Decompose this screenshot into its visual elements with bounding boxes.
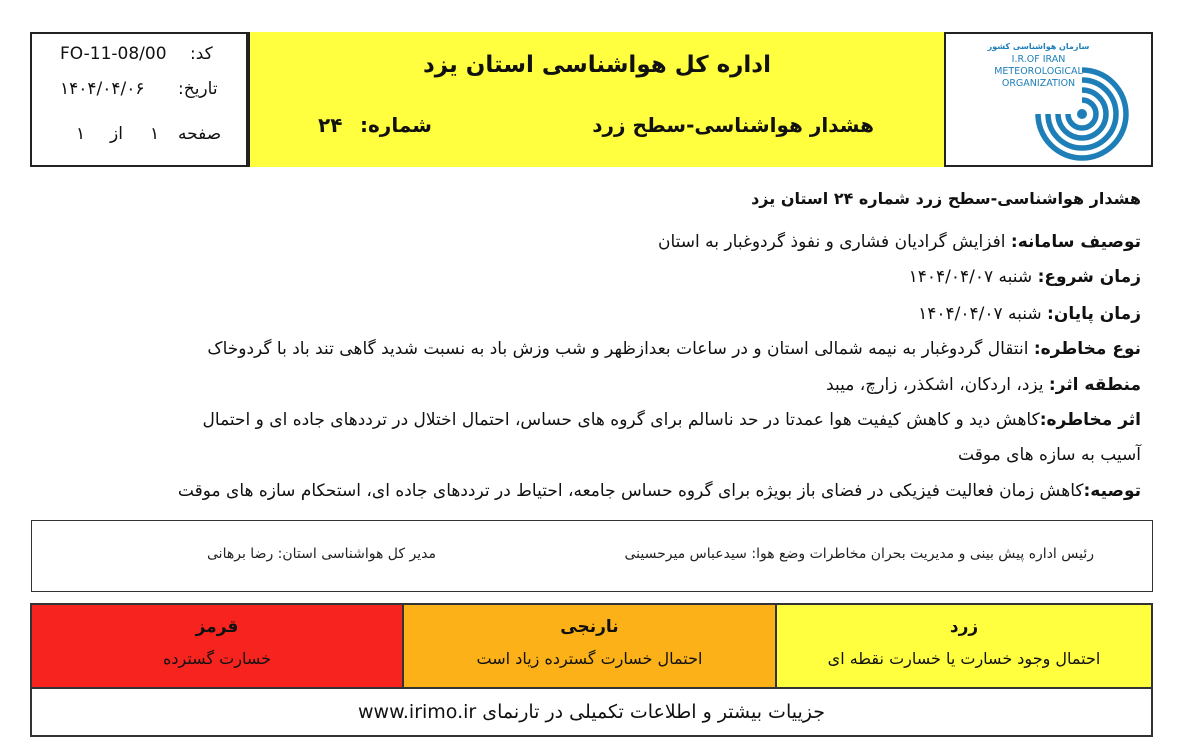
effect-value-line1: کاهش دید و کاهش کیفیت هوا عمدتا در حد ناسالم برای گروه های حساس، احتمال اختلال در ترددهای جاده ای و احتمال xyxy=(202,410,1040,430)
organization-logo xyxy=(946,32,1153,167)
logo-line-3: ORGANIZATION xyxy=(1001,78,1076,89)
hazard-value: انتقال گردوغبار به نیمه شمالی استان و در ساعات بعدازظهر و شب وزش باد به نسبت شدید گاهی تند باد با گردوخاک xyxy=(207,339,1029,359)
area-value: یزد، اردکان، اشکذر، زارچ، میبد xyxy=(826,375,1044,395)
director-signature xyxy=(207,546,436,562)
warning-heading: هشدار هواشناسی-سطح زرد شماره ۲۴ استان یزد xyxy=(751,189,1141,208)
effect-value-line2: آسیب به سازه های موقت xyxy=(958,445,1141,465)
system-value: افزایش گرادیان فشاری و نفوذ گردوغبار به استان xyxy=(658,232,1006,252)
website-footer: جزییات بیشتر و اطلاعات تکمیلی در تارنمای www.irimo.ir xyxy=(32,687,1151,735)
start-label: زمان شروع: xyxy=(1037,267,1141,287)
header-title-area xyxy=(248,32,946,167)
director-title: مدیر کل هواشناسی استان: xyxy=(277,546,436,562)
warning-number-value: ۲۴ xyxy=(318,113,343,137)
end-label: زمان پایان: xyxy=(1047,304,1141,324)
level-red xyxy=(32,605,404,687)
page-of: از xyxy=(110,124,123,144)
level-yellow xyxy=(777,605,1151,687)
date-label: تاریخ: xyxy=(178,79,218,99)
level-orange-desc: احتمال خسارت گسترده زیاد است xyxy=(476,649,703,668)
end-time xyxy=(918,304,1141,324)
meteorological-swirl-icon xyxy=(1026,62,1138,164)
level-yellow-desc: احتمال وجود خسارت یا خسارت نقطه ای xyxy=(827,649,1101,668)
page-label: صفحه xyxy=(178,124,222,144)
level-red-desc: خسارت گسترده xyxy=(163,649,271,668)
logo-line-1: I.R.OF IRAN xyxy=(1011,54,1066,65)
effect-label: اثر مخاطره: xyxy=(1039,410,1141,430)
chief-signature xyxy=(625,546,1095,562)
system-label: توصیف سامانه: xyxy=(1010,232,1141,252)
hazard-type xyxy=(207,339,1141,359)
advice-value: کاهش زمان فعالیت فیزیکی در فضای باز بویژه برای گروه حساس جامعه، احتیاط در ترددهای جاده ای، استحکام سازه های موقت xyxy=(177,481,1084,501)
warning-number-label: شماره: xyxy=(360,113,432,137)
code-value: FO-11-08/00 xyxy=(60,44,167,64)
start-value: شنبه ۱۴۰۴/۰۴/۰۷ xyxy=(908,267,1033,287)
level-yellow-title: زرد xyxy=(949,617,979,637)
chief-title: رئیس اداره پیش بینی و مدیریت بحران مخاطرات وضع هوا: xyxy=(751,546,1094,562)
page-number: ۱ xyxy=(150,124,160,144)
end-value: شنبه ۱۴۰۴/۰۴/۰۷ xyxy=(918,304,1042,324)
code-label: کد: xyxy=(190,44,213,64)
chief-name: سیدعباس میرحسینی xyxy=(624,546,747,562)
date-value: ۱۴۰۴/۰۴/۰۶ xyxy=(60,79,145,99)
level-orange xyxy=(404,605,777,687)
level-red-title: قرمز xyxy=(195,617,239,637)
level-orange-title: نارنجی xyxy=(560,617,619,637)
page-title: اداره کل هواشناسی استان یزد xyxy=(422,52,771,78)
system-description xyxy=(658,232,1141,252)
signature-box xyxy=(31,520,1153,592)
director-name: رضا برهانی xyxy=(207,546,274,562)
area-label: منطقه اثر: xyxy=(1048,375,1141,395)
logo-persian-name: سازمان هواشناسی کشور xyxy=(987,42,1090,51)
page-total: ۱ xyxy=(76,124,86,144)
recommendation xyxy=(178,481,1141,501)
warning-subtitle: هشدار هواشناسی-سطح زرد xyxy=(592,113,874,137)
start-time xyxy=(909,267,1141,287)
advice-label: توصیه: xyxy=(1083,481,1141,501)
document-meta xyxy=(30,32,248,167)
logo-line-2: METEOROLOGICAL xyxy=(994,66,1083,77)
hazard-effect xyxy=(203,410,1141,430)
impact-area xyxy=(826,375,1141,395)
hazard-label: نوع مخاطره: xyxy=(1033,339,1141,359)
